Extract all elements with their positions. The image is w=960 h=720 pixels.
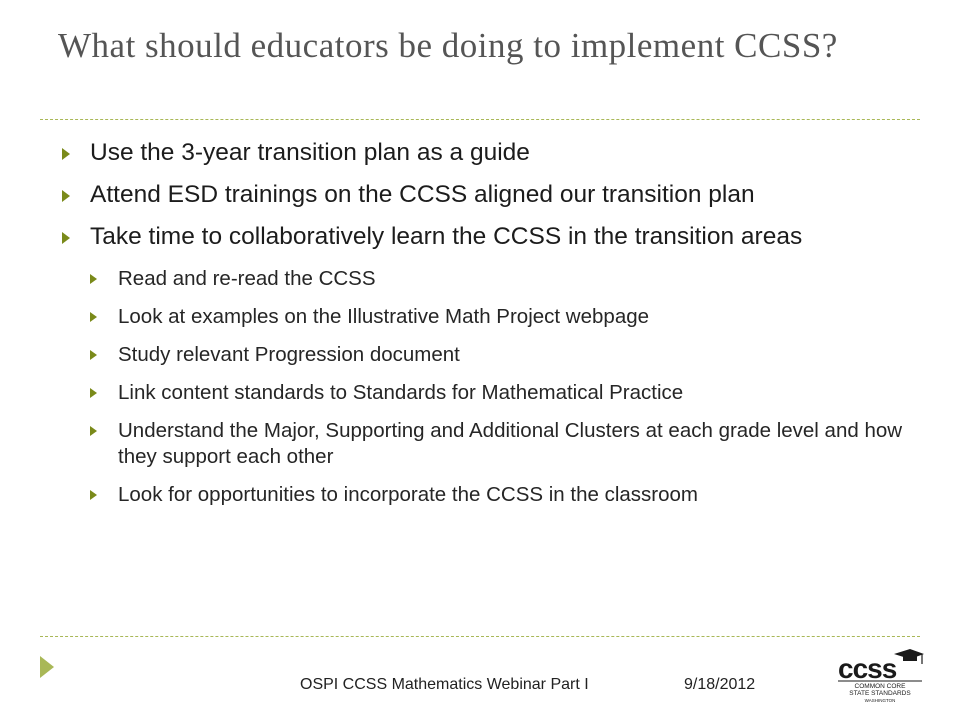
sub-bullet-item <box>58 342 918 368</box>
sub-bullet-item <box>58 482 918 508</box>
sub-bullet-text: Look for opportunities to incorporate the CCSS in the classroom <box>118 483 698 506</box>
triangle-bullet-icon <box>90 274 97 284</box>
triangle-bullet-icon <box>90 426 97 436</box>
sub-bullet-item <box>58 266 918 292</box>
slide-title: What should educators be doing to implement CCSS? <box>58 26 838 65</box>
triangle-bullet-icon <box>90 388 97 398</box>
triangle-bullet-icon <box>90 490 97 500</box>
sub-bullet-text: Understand the Major, Supporting and Additional Clusters at each grade level and how they support each other <box>118 419 903 468</box>
triangle-bullet-icon <box>90 312 97 322</box>
footer-divider <box>40 636 920 637</box>
bullet-text: Attend ESD trainings on the CCSS aligned our transition plan <box>90 181 755 208</box>
nav-arrow-icon[interactable] <box>40 656 54 678</box>
footer-date: 9/18/2012 <box>684 676 756 693</box>
logo-line-1: COMMON CORE <box>854 683 906 690</box>
slide-content <box>58 132 918 520</box>
bullet-text: Take time to collaboratively learn the CCSS in the transition areas <box>90 223 803 250</box>
graduation-cap-icon <box>894 649 924 664</box>
bullet-item <box>58 136 918 170</box>
sub-bullet-text: Look at examples on the Illustrative Math Project webpage <box>118 305 650 328</box>
sub-bullet-item <box>58 304 918 330</box>
sub-bullet-item <box>58 380 918 406</box>
logo-wordmark: ccss <box>838 653 897 684</box>
sub-bullet-text: Read and re-read the CCSS <box>118 267 376 290</box>
triangle-bullet-icon <box>90 350 97 360</box>
bullet-item <box>58 220 918 254</box>
bullet-text: Use the 3-year transition plan as a guide <box>90 139 530 166</box>
triangle-bullet-icon <box>62 190 70 202</box>
sub-bullet-item <box>58 418 918 470</box>
sub-bullet-text: Study relevant Progression document <box>118 343 460 366</box>
title-divider <box>40 119 920 120</box>
sub-bullet-text: Link content standards to Standards for Mathematical Practice <box>118 381 684 404</box>
footer-title: OSPI CCSS Mathematics Webinar Part I <box>300 676 589 693</box>
ccss-logo <box>836 648 924 706</box>
bullet-item <box>58 178 918 212</box>
logo-line-3: WASHINGTON <box>864 698 896 703</box>
triangle-bullet-icon <box>62 148 70 160</box>
logo-line-2: STATE STANDARDS <box>849 690 911 697</box>
triangle-bullet-icon <box>62 232 70 244</box>
